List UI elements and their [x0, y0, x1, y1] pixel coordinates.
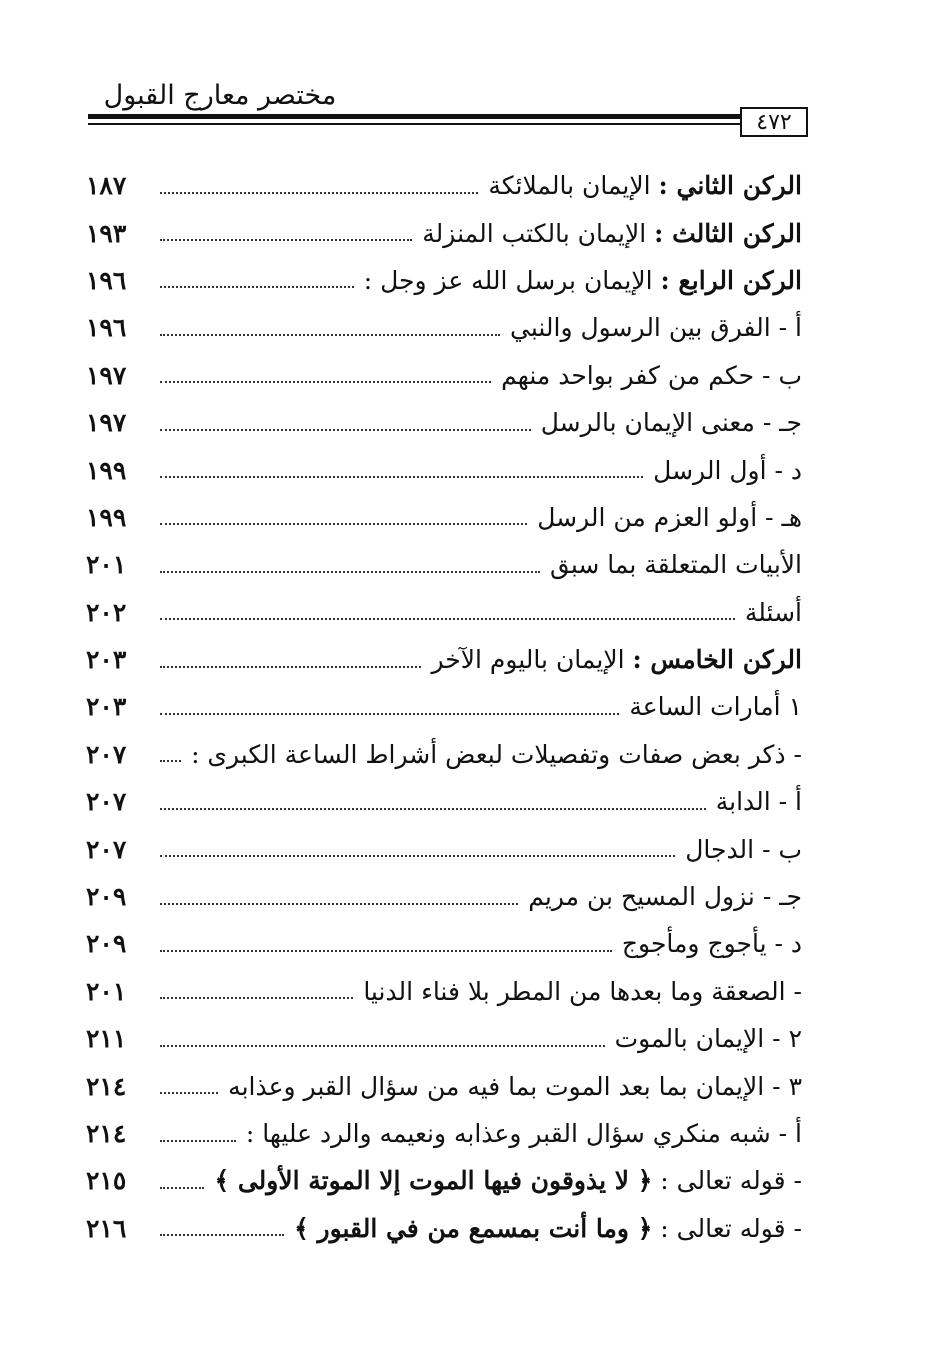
- toc-entry-text: جـ - معنى الإيمان بالرسل: [540, 408, 802, 438]
- toc-entry-title: [533, 408, 802, 438]
- toc-entry-title: [645, 455, 802, 485]
- toc-page-number: ١٩٦: [86, 313, 127, 343]
- running-header-title: مختصر معارج القبول: [103, 80, 337, 111]
- toc-entry: [86, 1015, 802, 1062]
- header-rule-thin: [88, 123, 740, 125]
- toc-page-number: ٢٠٧: [86, 739, 127, 769]
- dot-leader: [160, 334, 500, 336]
- toc-entry-heading: الركن الخامس :: [632, 645, 802, 675]
- toc-entry-text: أ - الدابة: [715, 787, 802, 817]
- dot-leader: [160, 1092, 218, 1094]
- toc-entry-text: هـ - أولو العزم من الرسل: [537, 502, 802, 532]
- dot-leader: [160, 713, 619, 715]
- toc-page-number: ٢٠٣: [86, 645, 127, 675]
- toc-entry-text: ب - الدجال: [685, 834, 802, 864]
- dot-leader: [160, 286, 354, 288]
- toc-entry-title: [502, 313, 802, 343]
- toc-entry: [86, 1205, 802, 1252]
- toc-entry: [86, 257, 802, 304]
- toc-page-number: ٢٠٩: [86, 929, 127, 959]
- toc-entry-title: [607, 1024, 802, 1054]
- toc-page-number: ١٨٧: [86, 171, 127, 201]
- toc-entry-title: [520, 882, 802, 912]
- toc-entry-heading: الركن الثاني :: [658, 171, 802, 201]
- toc-entry: [86, 636, 802, 683]
- toc-entry-text: الإيمان بالملائكة: [488, 171, 659, 201]
- toc-entry-text: جـ - نزول المسيح بن مريم: [528, 882, 802, 912]
- page-number: ٤٧٢: [740, 107, 808, 137]
- toc-entry-text: - قوله تعالى :: [652, 1166, 802, 1196]
- toc-entry-title: [542, 550, 802, 580]
- toc-page-number: ١٩٦: [86, 265, 127, 295]
- dot-leader: [160, 1045, 605, 1047]
- toc-entry: [86, 683, 802, 730]
- toc-entry: [86, 873, 802, 920]
- toc-entry: [86, 1157, 802, 1204]
- toc-page-number: ٢١٦: [86, 1213, 127, 1243]
- toc-entry-text: ١ أمارات الساعة: [629, 692, 802, 722]
- dot-leader: [160, 666, 421, 668]
- toc-entry-text: الإيمان باليوم الآخر: [431, 645, 633, 675]
- toc-entry-heading: الركن الثالث :: [654, 218, 802, 248]
- toc-entry-title: [220, 1071, 802, 1101]
- toc-entry: [86, 352, 802, 399]
- toc-entry-text: ٣ - الإيمان بما بعد الموت بما فيه من سؤال القبر وعذابه: [228, 1071, 802, 1101]
- toc-entry-text: ٢ - الإيمان بالموت: [614, 1024, 802, 1054]
- toc-entry-text: د - أول الرسل: [653, 455, 802, 485]
- toc-entry-title: [238, 1121, 802, 1146]
- toc-entry: [86, 1110, 802, 1157]
- toc-entry-title: [529, 502, 802, 532]
- dot-leader: [160, 429, 531, 431]
- dot-leader: [160, 571, 540, 573]
- quran-quote: ﴿ لا يذوقون فيها الموت إلا الموتة الأولى ﴾: [214, 1166, 653, 1196]
- toc-entry-title: [621, 692, 802, 722]
- toc-entry-title: [677, 834, 802, 864]
- toc-entry: [86, 304, 802, 351]
- quran-quote: ﴿ وما أنت بمسمع من في القبور ﴾: [294, 1213, 653, 1243]
- toc-entry: [86, 399, 802, 446]
- toc-entry: [86, 541, 802, 588]
- dot-leader: [160, 192, 478, 194]
- toc-page-number: ٢٠٩: [86, 882, 127, 912]
- toc-entry: [86, 1062, 802, 1109]
- toc-entry-text: الإيمان بالكتب المنزلة: [422, 218, 655, 248]
- dot-leader: [160, 239, 412, 241]
- dot-leader: [160, 950, 612, 952]
- toc-entry: [86, 920, 802, 967]
- dot-leader: [160, 808, 706, 810]
- toc-entry: [86, 446, 802, 493]
- toc-page-number: ٢٠٧: [86, 834, 127, 864]
- toc-entry-text: د - يأجوج ومأجوج: [621, 929, 802, 959]
- toc-entry: [86, 589, 802, 636]
- toc-page-number: ٢١٤: [86, 1119, 127, 1148]
- toc-entry-text: ب - حكم من كفر بواحد منهم: [501, 360, 802, 390]
- toc-entry: [86, 778, 802, 825]
- toc-page-number: ١٩٧: [86, 360, 127, 390]
- toc-page-number: ٢٠٣: [86, 692, 127, 722]
- toc-entry-title: [493, 360, 802, 390]
- toc-entry: [86, 209, 802, 256]
- toc-entry-title: [206, 1166, 802, 1196]
- toc-entry-text: أ - الفرق بين الرسول والنبي: [509, 313, 802, 343]
- toc-entry-text: - الصعقة وما بعدها من المطر بلا فناء الدنيا: [363, 976, 802, 1006]
- toc-entry-title: [183, 739, 802, 769]
- toc-entry-title: [708, 787, 802, 817]
- dot-leader: [160, 760, 181, 762]
- toc-page-number: ٢٠١: [86, 976, 127, 1006]
- toc-entry-title: [286, 1213, 802, 1243]
- toc-entry-title: [356, 265, 802, 295]
- toc-entry-heading: الركن الرابع :: [660, 265, 802, 295]
- toc-entry-text: أسئلة: [744, 597, 802, 627]
- dot-leader: [160, 1187, 204, 1189]
- dot-leader: [160, 618, 735, 620]
- toc-entry: [86, 494, 802, 541]
- dot-leader: [160, 523, 527, 525]
- toc-entry: [86, 731, 802, 778]
- toc-entry-title: [355, 976, 802, 1006]
- dot-leader: [160, 997, 353, 999]
- dot-leader: [160, 381, 491, 383]
- toc-page-number: ١٩٣: [86, 218, 127, 248]
- toc-entry: [86, 968, 802, 1015]
- toc-entry-text: الإيمان برسل الله عز وجل :: [363, 265, 661, 295]
- toc-entry-text: الأبيات المتعلقة بما سبق: [549, 550, 802, 580]
- toc-entry-title: [414, 218, 802, 248]
- toc-entry-title: [480, 171, 802, 201]
- toc-entry-text: - ذكر بعض صفات وتفصيلات لبعض أشراط الساعة الكبرى :: [191, 739, 802, 769]
- toc-page-number: ٢١٤: [86, 1071, 127, 1101]
- toc-entry-text: - قوله تعالى :: [652, 1213, 802, 1243]
- toc-page-number: ١٩٩: [86, 502, 127, 532]
- toc-page-number: ١٩٧: [86, 408, 127, 438]
- toc-entry-title: [423, 645, 802, 675]
- dot-leader: [160, 1140, 236, 1142]
- toc-entry: [86, 162, 802, 209]
- dot-leader: [160, 476, 643, 478]
- toc-page-number: ٢١٥: [86, 1166, 127, 1196]
- dot-leader: [160, 1234, 284, 1236]
- toc-page-number: ٢٠٧: [86, 787, 127, 817]
- toc-entry-title: [614, 929, 802, 959]
- toc-entry-text: أ - شبه منكري سؤال القبر وعذابه ونعيمه والرد عليها :: [245, 1119, 802, 1148]
- toc-page-number: ١٩٩: [86, 455, 127, 485]
- header-rule-thick: [88, 114, 740, 119]
- toc-entry: [86, 825, 802, 872]
- dot-leader: [160, 855, 675, 857]
- toc-page-number: ٢١١: [86, 1024, 127, 1054]
- toc-page-number: ٢٠١: [86, 550, 127, 580]
- toc-page-number: ٢٠٢: [86, 597, 127, 627]
- dot-leader: [160, 903, 518, 905]
- toc-entry-title: [737, 597, 802, 627]
- table-of-contents: [86, 162, 802, 1252]
